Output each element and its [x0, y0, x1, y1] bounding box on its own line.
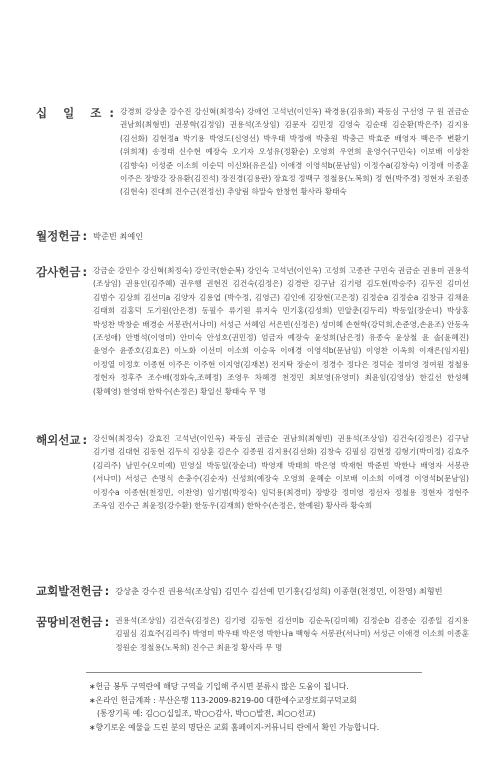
overseas-mission-section	[36, 432, 469, 512]
monthly-offering-names: 박준빈 최예인	[93, 231, 144, 241]
thanks-offering-colon: :	[82, 265, 88, 279]
overseas-mission-colon: :	[82, 433, 88, 447]
dream-vision-label: 꿈땅비전헌금	[36, 615, 103, 629]
overseas-mission-label: 해외선교	[36, 433, 81, 447]
monthly-offering-label: 월정헌금	[36, 229, 81, 243]
tithe-section	[36, 105, 469, 199]
dream-vision-names: 권용석(조상임) 김건숙(김정은) 김기령 김동현 김선미b 김순옥(김미혜) 김정순b 김종순 김종일 김지용 김필심 김효주(김리주) 박영미 박우태 박은영 박한나a 백형숙 서봉관(서나미) 서성근 이애경 이소희 이종훈 정원순 정철용(노복희) 진수근 최윤정 황사라 무 명	[115, 616, 469, 652]
church-development-names: 강상춘 강수진 권용석(조상임) 김민수 김선예 민기홍(김성희) 이종현(천정민, 이찬영) 최형빈	[115, 586, 443, 596]
notes-block	[89, 680, 449, 734]
church-development-label: 교회발전헌금	[36, 584, 103, 598]
note-online-account: ∗온라인 헌금계좌 : 부산은행 113-2009-8219-00 대한예수교장로회구덕교회	[89, 695, 357, 705]
tithe-colon: :	[109, 106, 114, 120]
church-development-section	[36, 583, 469, 599]
dream-vision-section	[36, 614, 469, 654]
note-envelope: ∗헌금 봉투 구역란에 해당 구역을 기입해 주시면 분류시 많은 도움이 됩니다.	[89, 682, 349, 691]
thanks-offering-section	[36, 264, 469, 398]
monthly-offering-section	[36, 228, 469, 244]
thanks-offering-label: 감사헌금	[36, 265, 81, 279]
monthly-offering-colon: :	[82, 229, 88, 243]
church-development-colon: :	[104, 584, 110, 598]
overseas-mission-names: 강신혁(최정숙) 강효진 고석년(이인옥) 곽동심 권금순 권남희(최형빈) 권용석(조상임) 김건숙(김정은) 김구남 김기령 김대현 김동현 김두식 김상훈 김은수 김종원 김지용(김선화) 김창숙 김필심 김현정 김형기(박미정) 김효주(김리주) 남민수(오미예) 민영실 박동일(장순녀) 박영재 박태희 박은영 박재현 박준빈 박한나 배영자 서봉관(서나미) 서성근 손명식 손충수(김순자) 신성희(예장숙 오영희 윤혜순 이보배 이소희 이애경 이영석b(문남임) 이정수a 이종현(천정민, 이찬영) 임기범(박정숙) 임덕용(최경미) 장방강 정미영 정선자 정철용 정현자 정현주 조옥임 진수근 최윤정(강수환) 한동우(김재희) 한학수(손정은, 한예원) 황사라 황숙희	[93, 434, 469, 511]
notes-divider	[86, 672, 422, 673]
thanks-offering-names: 강금순 강민수 강신혁(최정숙) 강인국(한순복) 강인숙 고석년(이인옥) 고성희 고종관 구민숙 권금순 권용미 권용석(조상임) 권용인(김주혜) 권우행 권현진 김건숙(김정은) 김경란 김구남 김기령 김도현(박승주) 김두진 김미선 김범수 김상희 김선미a 김양자 김용엽 (박수정, 김영근) 김인애 김장현(고은정) 김정순a 김정순a 김창규 김채윤 김태희 김홍덕 도기원(안은경) 동필수 류기원 류지숙 민기홍(김성희) 민알춘(김두리) 박동일(장순녀) 박상홍 박성찬 박창순 배경순 서봉관(서나미) 서성근 서혜임 서은빈(신정은) 성미혜 손현학(강덕희,손준영,손윤조) 안동옥(조성애) 안병석(이영미) 안미숙 안성호(권민정) 엄금자 예장숙 윤성희(남은정) 유종숙 윤상철 윤 솔(윤혜진) 윤영수 윤종호(김효은) 이노화 이선미 이소희 이승옥 이애경 이영석b(문남임) 이영찬 이옥희 이재은(임지원) 이정열 이정호 이종현 이주은 이주현 이지영(김재본) 전지탁 장순이 정경수 정다은 정덕순 정미영 정여원 정철용 정현자 정후주 조수배(정화숙,조혜정) 조영우 차혜경 천정민 최보영(유영미) 최윤임(김영상) 한길선 한성혜(황혜영) 한영태 한학수(손정은) 황일신 황태숙 무 명	[93, 266, 469, 396]
tithe-names: 강경희 강상춘 강수진 강신혁(최정숙) 강애연 고석년(이인옥) 곽경용(김유희) 곽동심 구선영 구 원 권금순 권남희(최형빈) 권봉학(김정임) 권용석(조상임) 김문자 김민정 김영숙 김순태 김순환(박은주) 김지용(김선화) 김현정a 박기용 박영도(신영선) 박우태 박정애 박충원 박충근 박효준 배영자 백은주 변환기(위희채) 송정태 신수현 예장숙 오기자 오성유(정환순) 오영희 우연희 윤영수(구민숙) 이보배 이상찬(김향숙) 이성준 이소희 이순덕 이신화(유은실) 이애경 이영석b(문남임) 이정수a(김창숙) 이정애 이종훈 이주은 장방강 장유환(김진석) 장진경(김용란) 장효정 정백구 정철용(노복희) 정 현(박주경) 정현자 조원종(김현숙) 진대희 진수근(전정선) 추양림 하말숙 한창헌 황사라 황태숙	[119, 107, 469, 197]
tithe-label: 십 일 조	[36, 106, 108, 120]
note-account-example: (통장기록 예: 김○○십일조, 박○○감사, 박○○발전, 최○○선교)	[97, 709, 316, 718]
dream-vision-colon: :	[104, 615, 110, 629]
note-homepage: ∗향기로운 예물을 드린 분의 명단은 교회 홈페이지-커뮤니티 란에서 확인 가능합니다.	[89, 722, 380, 732]
